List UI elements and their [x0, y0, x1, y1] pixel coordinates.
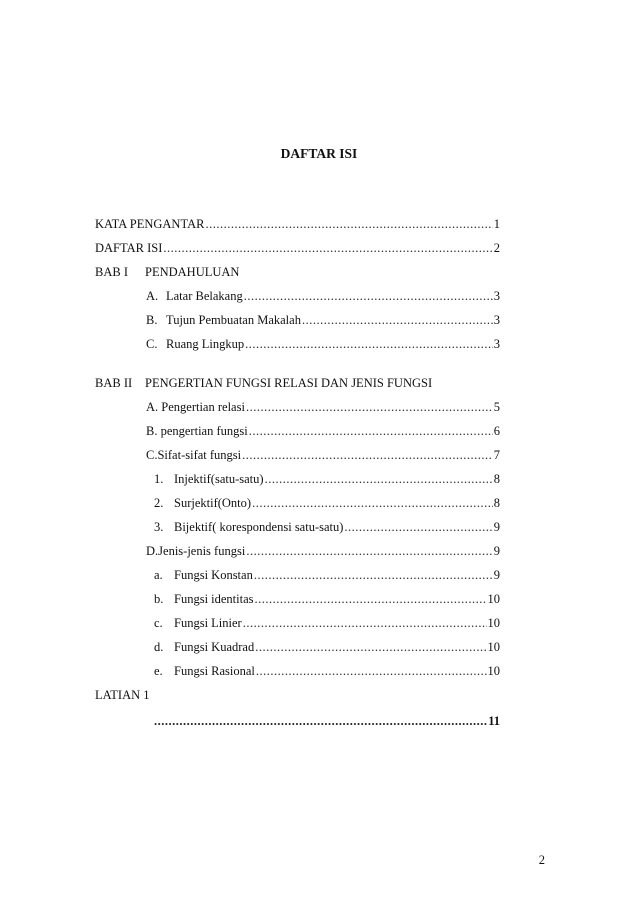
toc-label: C.Sifat-sifat fungsi: [146, 448, 242, 462]
toc-entry-fungsi-konstan[interactable]: [95, 563, 500, 587]
toc-heading-bab-2: [95, 371, 500, 395]
leader-dots: [154, 709, 487, 733]
leader-dots: [256, 659, 487, 683]
toc-label: Fungsi Linier: [174, 616, 242, 630]
leader-dots: [243, 611, 487, 635]
list-marker: 1.: [154, 472, 164, 486]
page-number: 2: [538, 853, 545, 867]
toc-label: Tujun Pembuatan Makalah: [166, 313, 301, 327]
toc-page: 10: [487, 664, 500, 678]
toc-entry-surjektif[interactable]: [95, 491, 500, 515]
toc-label: LATIAN 1: [95, 688, 150, 702]
toc-page: 1: [493, 217, 500, 231]
toc-page: 2: [493, 241, 500, 255]
toc-entry-fungsi-kuadrad[interactable]: [95, 635, 500, 659]
toc-entry-daftar-isi[interactable]: [95, 236, 500, 260]
leader-dots: [249, 419, 493, 443]
toc-page: 7: [493, 448, 500, 462]
toc-entry-tujuan[interactable]: [95, 308, 500, 332]
toc-heading-latian: [95, 683, 500, 707]
leader-dots: [344, 515, 492, 539]
toc-entry-fungsi-identitas[interactable]: [95, 587, 500, 611]
toc-page: 11: [488, 714, 500, 728]
leader-dots: [252, 491, 493, 515]
toc-page: 9: [493, 568, 500, 582]
toc-entry-kata-pengantar[interactable]: [95, 212, 500, 236]
leader-dots: [246, 539, 492, 563]
toc-entry-bijektif[interactable]: [95, 515, 500, 539]
toc-page: 10: [487, 640, 500, 654]
toc-entry-jenis-fungsi[interactable]: [95, 539, 500, 563]
leader-dots: [246, 395, 493, 419]
toc-page: 3: [493, 313, 500, 327]
leader-dots: [245, 332, 493, 356]
toc-entry-latian-page[interactable]: [95, 709, 500, 733]
leader-dots: [163, 236, 492, 260]
toc-label: Fungsi identitas: [174, 592, 254, 606]
toc-label: DAFTAR ISI: [95, 241, 163, 255]
toc-page: 3: [493, 289, 500, 303]
toc-entry-fungsi-rasional[interactable]: [95, 659, 500, 683]
toc-page: 10: [487, 616, 500, 630]
toc-page: 9: [493, 544, 500, 558]
list-marker: 3.: [154, 520, 164, 534]
toc-entry-injektif[interactable]: [95, 467, 500, 491]
list-marker: e.: [154, 664, 163, 678]
toc-page: 6: [493, 424, 500, 438]
chapter-title: PENGERTIAN FUNGSI RELASI DAN JENIS FUNGSI: [145, 376, 433, 390]
toc-entry-ruang-lingkup[interactable]: [95, 332, 500, 356]
list-marker: b.: [154, 592, 164, 606]
toc-entry-latar-belakang[interactable]: [95, 284, 500, 308]
chapter-tag: BAB I: [95, 265, 128, 279]
leader-dots: [242, 443, 493, 467]
table-of-contents: [95, 212, 500, 733]
chapter-title: PENDAHULUAN: [145, 265, 240, 279]
leader-dots: [302, 308, 493, 332]
toc-page: 9: [493, 520, 500, 534]
toc-label: Surjektif(Onto): [174, 496, 252, 510]
leader-dots: [265, 467, 493, 491]
toc-entry-sifat-fungsi[interactable]: [95, 443, 500, 467]
toc-label: KATA PENGANTAR: [95, 217, 205, 231]
toc-page: 5: [493, 400, 500, 414]
list-marker: d.: [154, 640, 164, 654]
toc-label: Latar Belakang: [166, 289, 243, 303]
list-marker: B.: [146, 313, 158, 327]
list-marker: c.: [154, 616, 163, 630]
list-marker: 2.: [154, 496, 164, 510]
toc-entry-pengertian-fungsi[interactable]: [95, 419, 500, 443]
toc-label: Ruang Lingkup: [166, 337, 245, 351]
toc-page: 8: [493, 496, 500, 510]
toc-entry-fungsi-linier[interactable]: [95, 611, 500, 635]
list-marker: a.: [154, 568, 163, 582]
leader-dots: [244, 284, 493, 308]
list-marker: A.: [146, 289, 159, 303]
leader-dots: [255, 587, 487, 611]
leader-dots: [205, 212, 492, 236]
page-title: DAFTAR ISI: [280, 146, 358, 161]
toc-label: Fungsi Rasional: [174, 664, 255, 678]
toc-page: 10: [487, 592, 500, 606]
toc-label: Injektif(satu-satu): [174, 472, 264, 486]
toc-page: 8: [493, 472, 500, 486]
leader-dots: [255, 635, 486, 659]
toc-heading-bab-1: [95, 260, 500, 284]
toc-label: D.Jenis-jenis fungsi: [146, 544, 246, 558]
toc-label: Bijektif( korespondensi satu-satu): [174, 520, 344, 534]
chapter-tag: BAB II: [95, 376, 133, 390]
toc-label: B. pengertian fungsi: [146, 424, 248, 438]
toc-entry-pengertian-relasi[interactable]: [95, 395, 500, 419]
toc-label: Fungsi Konstan: [174, 568, 253, 582]
toc-page: 3: [493, 337, 500, 351]
leader-dots: [254, 563, 493, 587]
toc-label: A. Pengertian relasi: [146, 400, 245, 414]
toc-label: Fungsi Kuadrad: [174, 640, 255, 654]
list-marker: C.: [146, 337, 158, 351]
